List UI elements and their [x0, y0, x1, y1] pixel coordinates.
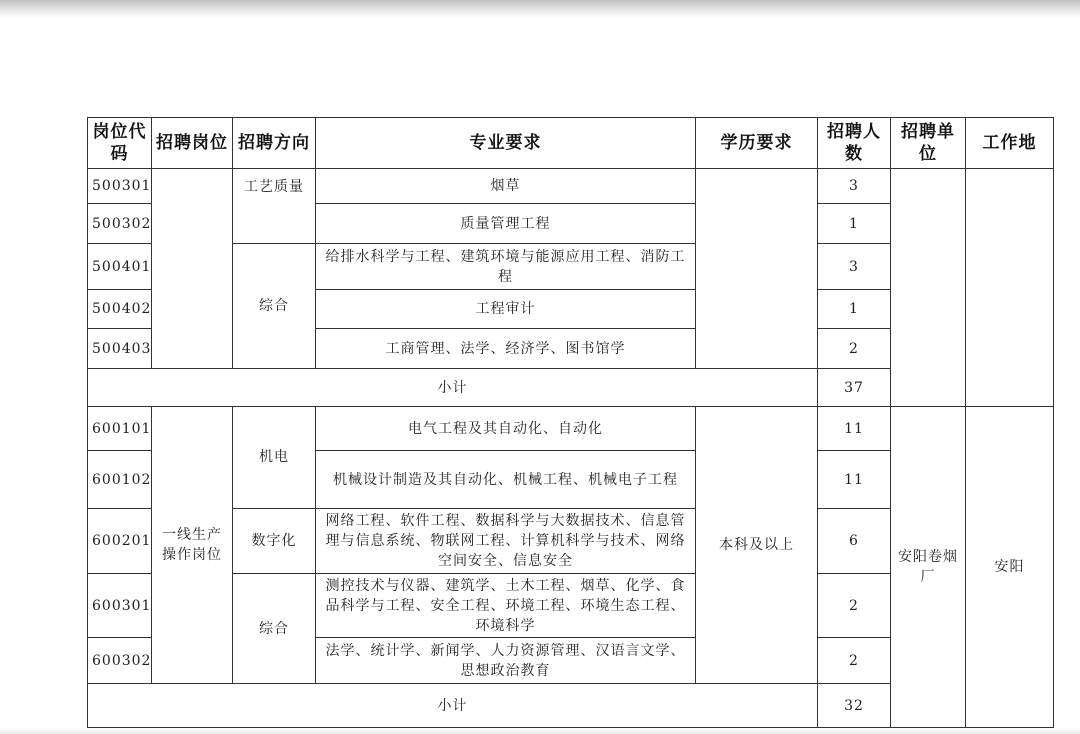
row-major: 网络工程、软件工程、数据科学与大数据技术、信息管理与信息系统、物联网工程、计算机科学与技术、网络空间安全、信息安全 [316, 509, 696, 574]
unit-cell-empty [891, 169, 966, 407]
header-code: 岗位代码 [88, 118, 152, 169]
header-location: 工作地 [966, 118, 1054, 169]
row-count: 11 [818, 407, 891, 451]
row-count: 2 [818, 638, 891, 684]
education-cell-empty [696, 169, 818, 369]
row-count: 6 [818, 509, 891, 574]
direction-general: 综合 [233, 574, 316, 684]
window-top-edge [0, 0, 1080, 18]
subtotal-value: 37 [818, 369, 891, 407]
row-major: 烟草 [316, 169, 696, 204]
table-row [88, 407, 1054, 451]
header-row [88, 118, 1054, 169]
row-code: 600302 [88, 638, 152, 684]
row-major: 机械设计制造及其自动化、机械工程、机械电子工程 [316, 451, 696, 509]
subtotal-label: 小计 [88, 369, 818, 407]
row-major: 质量管理工程 [316, 204, 696, 244]
row-code: 500301 [88, 169, 152, 204]
row-count: 2 [818, 574, 891, 638]
post-frontline: 一线生产操作岗位 [152, 407, 233, 684]
recruitment-table [87, 117, 1054, 728]
header-post: 招聘岗位 [152, 118, 233, 169]
row-major: 法学、统计学、新闻学、人力资源管理、汉语言文学、思想政治教育 [316, 638, 696, 684]
post-cell-empty [152, 169, 233, 369]
table-row [88, 169, 1054, 204]
row-major: 工程审计 [316, 290, 696, 329]
window-bottom-edge [0, 728, 1080, 734]
subtotal-value: 32 [818, 684, 891, 728]
work-location: 安阳 [966, 407, 1054, 728]
row-code: 600101 [88, 407, 152, 451]
header-direction: 招聘方向 [233, 118, 316, 169]
employer-unit: 安阳卷烟厂 [891, 407, 966, 728]
direction-process-quality: 工艺质量 [233, 169, 316, 244]
row-code: 500402 [88, 290, 152, 329]
row-count: 11 [818, 451, 891, 509]
direction-general: 综合 [233, 244, 316, 369]
direction-electromechanical: 机电 [233, 407, 316, 509]
header-count: 招聘人数 [818, 118, 891, 169]
row-code: 500302 [88, 204, 152, 244]
education-requirement: 本科及以上 [696, 407, 818, 684]
row-count: 1 [818, 290, 891, 329]
row-major: 工商管理、法学、经济学、图书馆学 [316, 329, 696, 369]
row-count: 3 [818, 244, 891, 290]
row-code: 600201 [88, 509, 152, 574]
row-code: 500401 [88, 244, 152, 290]
row-major: 给排水科学与工程、建筑环境与能源应用工程、消防工程 [316, 244, 696, 290]
row-code: 600102 [88, 451, 152, 509]
row-code: 500403 [88, 329, 152, 369]
subtotal-label: 小计 [88, 684, 818, 728]
row-major: 电气工程及其自动化、自动化 [316, 407, 696, 451]
direction-digital: 数字化 [233, 509, 316, 574]
row-count: 1 [818, 204, 891, 244]
header-unit: 招聘单位 [891, 118, 966, 169]
row-code: 600301 [88, 574, 152, 638]
location-cell-empty [966, 169, 1054, 407]
row-major: 测控技术与仪器、建筑学、土木工程、烟草、化学、食品科学与工程、安全工程、环境工程、环境生态工程、环境科学 [316, 574, 696, 638]
row-count: 3 [818, 169, 891, 204]
header-major: 专业要求 [316, 118, 696, 169]
header-education: 学历要求 [696, 118, 818, 169]
row-count: 2 [818, 329, 891, 369]
